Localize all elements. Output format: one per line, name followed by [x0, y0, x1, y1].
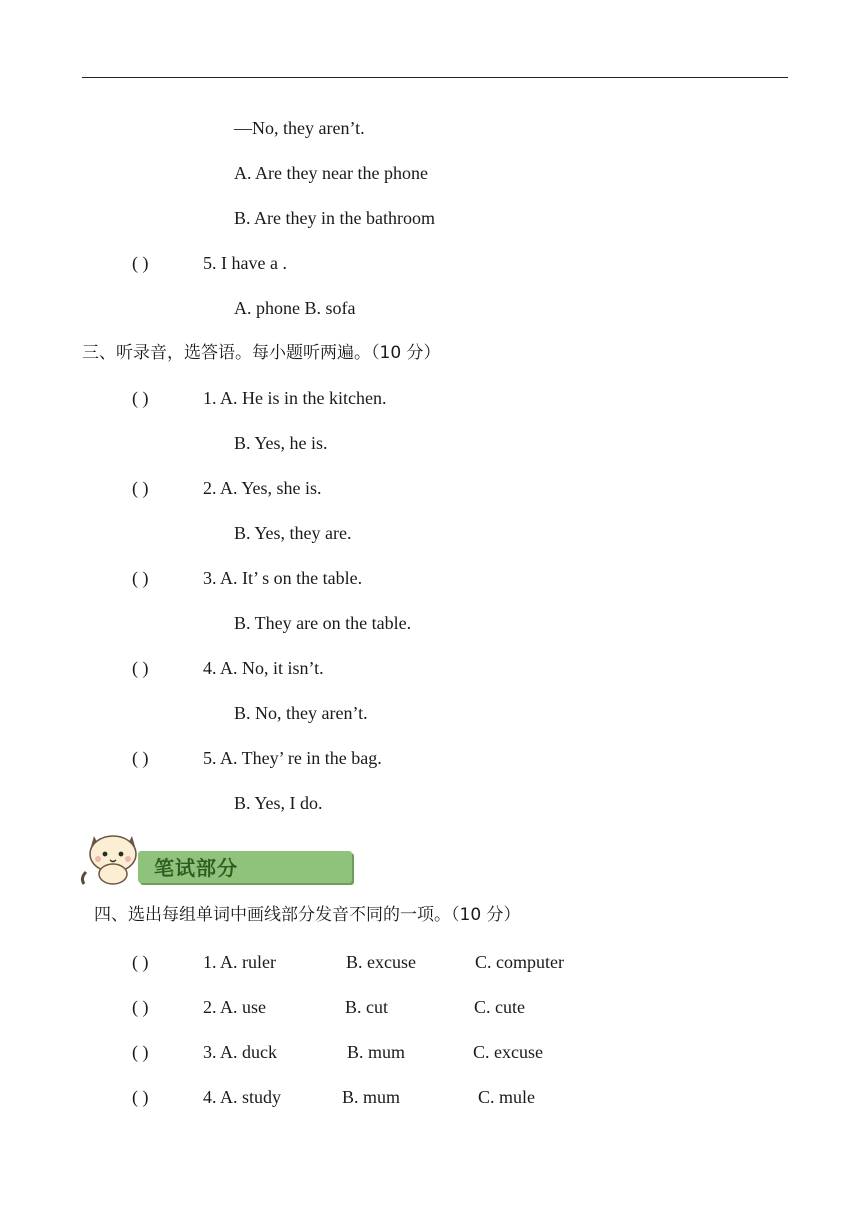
option-c: C. cute [474, 997, 525, 1017]
option-a: A. Are they near the phone [234, 163, 428, 183]
answer-blank[interactable]: ( ) [132, 748, 149, 768]
cat-mascot-icon [80, 828, 150, 886]
banner-title: 笔试部分 [154, 856, 238, 880]
header-rule [82, 77, 788, 78]
answer-blank[interactable]: ( ) [132, 568, 149, 588]
option-b: B. They are on the table. [234, 613, 412, 633]
option-b: B. Yes, they are. [234, 523, 352, 543]
option-a: 1. A. He is in the kitchen. [203, 388, 387, 408]
answer-blank[interactable]: ( ) [132, 478, 149, 498]
question-options: A. phone B. sofa [234, 298, 356, 318]
option-a: 4. A. No, it isn’t. [203, 658, 324, 678]
dialogue-reply: —No, they aren’t. [234, 118, 365, 138]
option-b: B. Are they in the bathroom [234, 208, 435, 228]
answer-blank[interactable]: ( ) [132, 997, 149, 1017]
section-heading: 四、选出每组单词中画线部分发音不同的一项。（10 分） [94, 905, 521, 925]
option-a: 4. A. study [203, 1087, 282, 1107]
option-a: 5. A. They’ re in the bag. [203, 748, 382, 768]
answer-blank[interactable]: ( ) [132, 1087, 149, 1107]
answer-blank[interactable]: ( ) [132, 952, 149, 972]
option-b: B. cut [345, 997, 388, 1017]
answer-blank[interactable]: ( ) [132, 1042, 149, 1062]
option-a: 2. A. Yes, she is. [203, 478, 322, 498]
option-b: B. excuse [346, 952, 416, 972]
answer-blank[interactable]: ( ) [132, 658, 149, 678]
option-b: B. No, they aren’t. [234, 703, 368, 723]
option-b: B. mum [342, 1087, 401, 1107]
option-a: 3. A. duck [203, 1042, 277, 1062]
option-b: B. Yes, I do. [234, 793, 323, 813]
option-a: 3. A. It’ s on the table. [203, 568, 363, 588]
option-c: C. computer [475, 952, 564, 972]
option-c: C. mule [478, 1087, 535, 1107]
answer-blank[interactable]: ( ) [132, 388, 149, 408]
answer-blank[interactable]: ( ) [132, 253, 149, 273]
option-a: 2. A. use [203, 997, 266, 1017]
option-b: B. Yes, he is. [234, 433, 328, 453]
option-a: 1. A. ruler [203, 952, 276, 972]
section-heading: 三、听录音，选答语。每小题听两遍。（10 分） [82, 343, 441, 363]
option-b: B. mum [347, 1042, 406, 1062]
written-section-banner [80, 828, 280, 886]
question-text: 5. I have a . [203, 253, 287, 273]
option-c: C. excuse [473, 1042, 543, 1062]
